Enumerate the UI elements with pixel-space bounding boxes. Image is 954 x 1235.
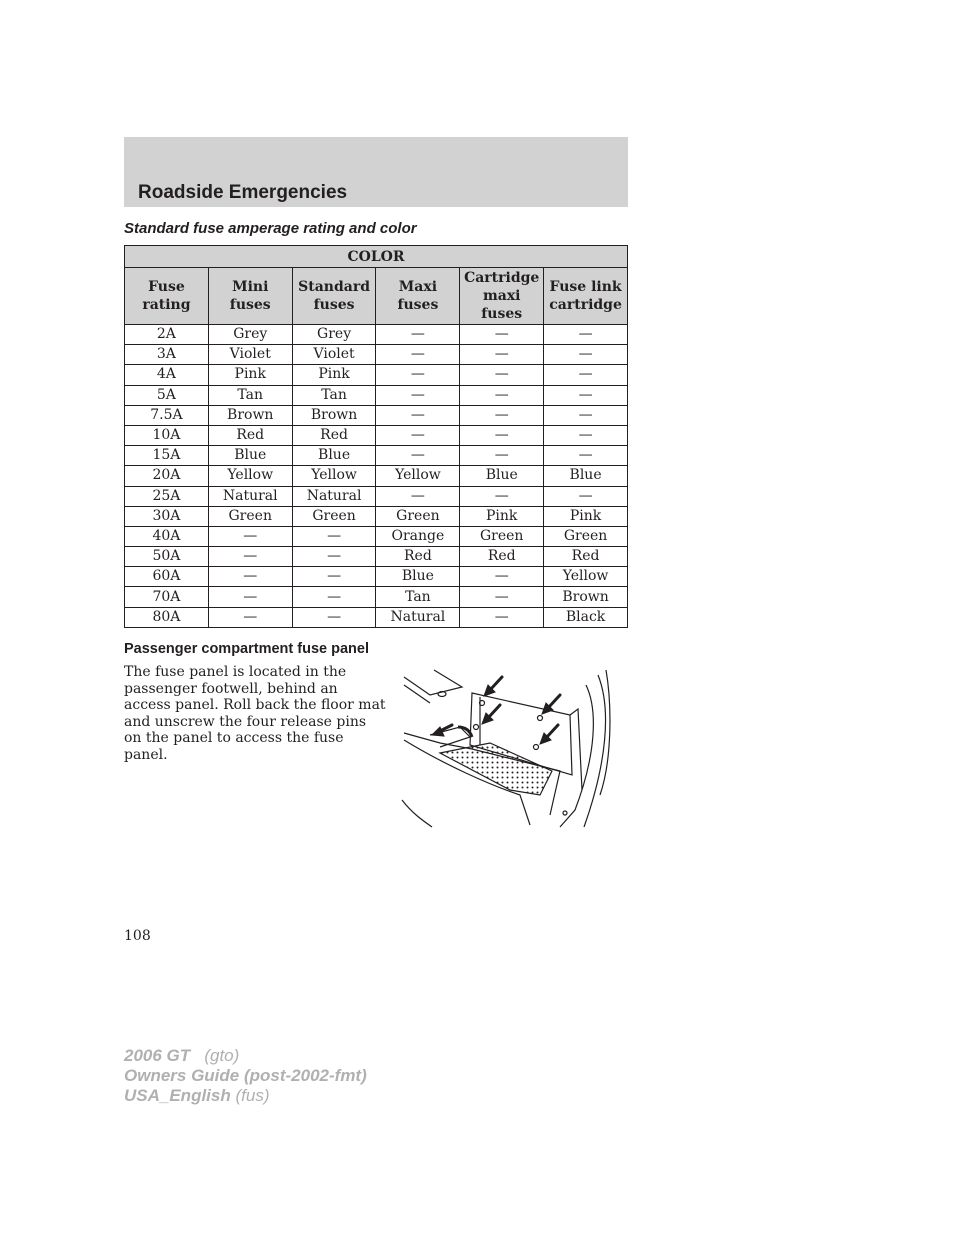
table-cell: Natural xyxy=(376,607,460,627)
table-cell: 70A xyxy=(125,587,209,607)
table-cell: Blue xyxy=(376,567,460,587)
column-header-line: fuses xyxy=(397,297,439,313)
table-cell: Black xyxy=(544,607,628,627)
table-cell: Brown xyxy=(292,405,376,425)
column-header-line: Standard xyxy=(298,279,370,295)
table-cell: Grey xyxy=(208,325,292,345)
column-header-line: Fuse xyxy=(148,279,185,295)
section-title: Roadside Emergencies xyxy=(138,182,348,203)
table-cell: 20A xyxy=(125,466,209,486)
column-header xyxy=(460,268,544,325)
table-cell: — xyxy=(208,526,292,546)
table-cell: — xyxy=(460,325,544,345)
table-cell: — xyxy=(460,365,544,385)
table-cell: 4A xyxy=(125,365,209,385)
table-cell: — xyxy=(460,385,544,405)
footer-language: USA_English xyxy=(124,1086,231,1105)
table-cell: Red xyxy=(292,425,376,445)
table-cell: 3A xyxy=(125,345,209,365)
table-cell: — xyxy=(460,587,544,607)
column-header xyxy=(544,268,628,325)
fuse-color-table xyxy=(124,245,628,628)
table-row xyxy=(125,345,628,365)
table-cell: 25A xyxy=(125,486,209,506)
table-cell: — xyxy=(544,446,628,466)
table-cell: Green xyxy=(292,506,376,526)
table-cell: — xyxy=(544,365,628,385)
column-header-line: Fuse link xyxy=(549,279,622,295)
table-cell: Green xyxy=(544,526,628,546)
table-cell: — xyxy=(292,547,376,567)
table-cell: — xyxy=(544,385,628,405)
table-row xyxy=(125,405,628,425)
table-column-headers xyxy=(125,268,628,325)
table-cell: — xyxy=(376,425,460,445)
table-cell: Red xyxy=(460,547,544,567)
table-cell: Violet xyxy=(208,345,292,365)
table-cell: Brown xyxy=(544,587,628,607)
table-cell: 10A xyxy=(125,425,209,445)
table-row xyxy=(125,385,628,405)
table-row xyxy=(125,325,628,345)
footer-model: 2006 GT xyxy=(124,1046,191,1065)
page-number: 108 xyxy=(124,928,151,944)
table-cell: — xyxy=(376,486,460,506)
table-cell: 30A xyxy=(125,506,209,526)
table-cell: — xyxy=(376,385,460,405)
table-cell: Yellow xyxy=(376,466,460,486)
table-cell: Green xyxy=(460,526,544,546)
table-cell: Red xyxy=(376,547,460,567)
table-cell: Pink xyxy=(544,506,628,526)
table-cell: — xyxy=(460,405,544,425)
fuse-panel-illustration xyxy=(400,665,615,830)
table-cell: — xyxy=(460,425,544,445)
table-cell: 7.5A xyxy=(125,405,209,425)
table-cell: Violet xyxy=(292,345,376,365)
table-cell: Tan xyxy=(208,385,292,405)
column-header-line: Cartridge xyxy=(464,270,540,286)
column-header xyxy=(208,268,292,325)
column-header-line: fuses xyxy=(481,306,523,322)
table-cell: Red xyxy=(544,547,628,567)
table-cell: — xyxy=(208,547,292,567)
table-cell: Pink xyxy=(460,506,544,526)
table-cell: Blue xyxy=(460,466,544,486)
table-cell: — xyxy=(460,607,544,627)
table-cell: Green xyxy=(376,506,460,526)
fuse-table-body xyxy=(125,325,628,628)
table-cell: — xyxy=(292,587,376,607)
table-cell: — xyxy=(376,325,460,345)
table-cell: Natural xyxy=(208,486,292,506)
table-row xyxy=(125,486,628,506)
table-cell: — xyxy=(544,405,628,425)
table-cell: Orange xyxy=(376,526,460,546)
column-header-line: fuses xyxy=(229,297,271,313)
table-cell: Brown xyxy=(208,405,292,425)
column-header-line: Maxi xyxy=(398,279,438,295)
footer-language-code: (fus) xyxy=(235,1086,270,1105)
table-cell: 80A xyxy=(125,607,209,627)
column-header-line: maxi xyxy=(482,288,521,304)
passenger-panel-title: Passenger compartment fuse panel xyxy=(124,641,369,657)
table-cell: Green xyxy=(208,506,292,526)
table-cell: — xyxy=(292,607,376,627)
table-row xyxy=(125,547,628,567)
table-row xyxy=(125,526,628,546)
table-cell: Pink xyxy=(292,365,376,385)
document-footer xyxy=(124,1046,367,1106)
table-cell: — xyxy=(208,607,292,627)
table-cell: — xyxy=(544,425,628,445)
table-row xyxy=(125,567,628,587)
column-header xyxy=(125,268,209,325)
footer-model-code: (gto) xyxy=(204,1046,240,1065)
table-row xyxy=(125,425,628,445)
table-cell: Blue xyxy=(292,446,376,466)
table-cell: — xyxy=(376,345,460,365)
column-header xyxy=(292,268,376,325)
table-cell: 40A xyxy=(125,526,209,546)
table-cell: — xyxy=(460,486,544,506)
table-row xyxy=(125,446,628,466)
table-row xyxy=(125,466,628,486)
table-cell: — xyxy=(208,587,292,607)
table-cell: — xyxy=(292,567,376,587)
table-cell: 15A xyxy=(125,446,209,466)
section-header-band xyxy=(124,137,628,207)
table-cell: Pink xyxy=(208,365,292,385)
table-cell: — xyxy=(544,486,628,506)
table-cell: — xyxy=(544,345,628,365)
table-row xyxy=(125,587,628,607)
table-cell: — xyxy=(208,567,292,587)
table-cell: Yellow xyxy=(208,466,292,486)
table-cell: — xyxy=(460,567,544,587)
table-cell: Tan xyxy=(376,587,460,607)
table-cell: — xyxy=(460,345,544,365)
table-cell: — xyxy=(544,325,628,345)
fuse-table-title: Standard fuse amperage rating and color xyxy=(124,220,417,237)
column-header-line: fuses xyxy=(313,297,355,313)
column-header-line: cartridge xyxy=(549,297,622,313)
table-cell: Natural xyxy=(292,486,376,506)
table-cell: Yellow xyxy=(292,466,376,486)
table-cell: — xyxy=(376,365,460,385)
table-row xyxy=(125,365,628,385)
footer-guide: Owners Guide (post-2002-fmt) xyxy=(124,1066,367,1085)
table-cell: Red xyxy=(208,425,292,445)
table-cell: 2A xyxy=(125,325,209,345)
table-cell: 5A xyxy=(125,385,209,405)
table-cell: — xyxy=(376,405,460,425)
table-row xyxy=(125,506,628,526)
table-cell: — xyxy=(460,446,544,466)
table-group-header: COLOR xyxy=(125,246,628,268)
column-header-line: rating xyxy=(142,297,191,313)
table-cell: — xyxy=(292,526,376,546)
column-header xyxy=(376,268,460,325)
table-cell: 50A xyxy=(125,547,209,567)
table-cell: — xyxy=(376,446,460,466)
table-cell: Yellow xyxy=(544,567,628,587)
table-cell: 60A xyxy=(125,567,209,587)
table-row xyxy=(125,607,628,627)
table-cell: Tan xyxy=(292,385,376,405)
table-cell: Blue xyxy=(208,446,292,466)
column-header-line: Mini xyxy=(232,279,269,295)
passenger-panel-text: The fuse panel is located in the passenger footwell, behind an access panel. Roll back the floor mat and unscrew the four release pins on the panel to access the fuse panel. xyxy=(124,664,386,763)
table-cell: Grey xyxy=(292,325,376,345)
table-cell: Blue xyxy=(544,466,628,486)
